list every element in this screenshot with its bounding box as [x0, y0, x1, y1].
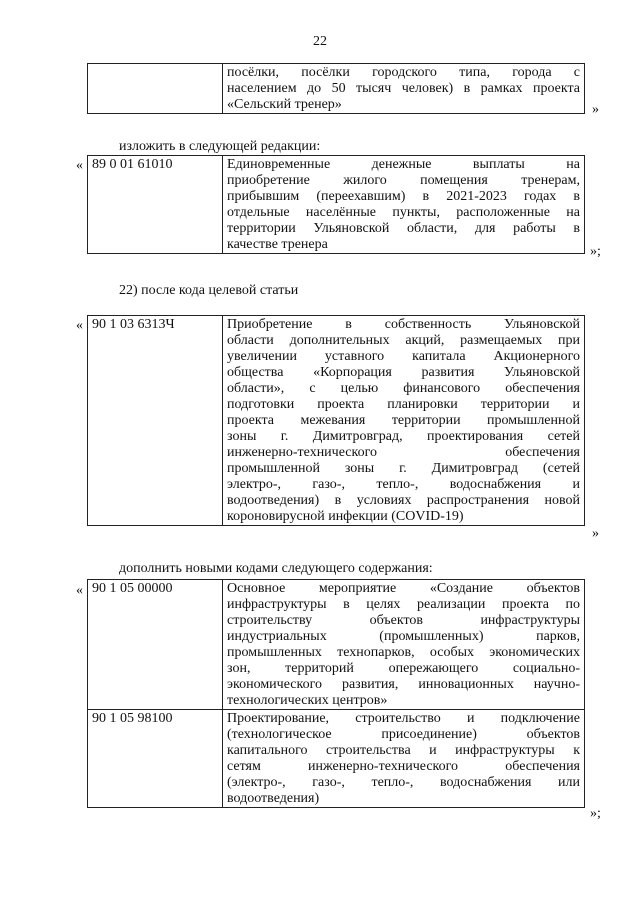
page-number: 22 [313, 34, 327, 49]
code-cell [88, 64, 223, 114]
code-cell: 90 1 03 6313Ч [88, 316, 223, 526]
description-line: (технологическое присоединение) объектов [227, 727, 580, 742]
description-line: приобретение жилого помещения тренерам, [227, 173, 580, 188]
description-line: сетям инженерно-технического обеспечения [227, 759, 580, 774]
description-cell [223, 580, 585, 710]
description-cell [223, 710, 585, 808]
table-row [88, 710, 585, 808]
description-line: капитального строительства и инфраструктуры к [227, 743, 580, 758]
description-line: области», с целью финансового обеспечения [227, 381, 580, 396]
table-row [88, 64, 585, 114]
closing-quote: » [592, 102, 599, 117]
description-line: Основное мероприятие «Создание объектов [227, 581, 580, 596]
table-row [88, 156, 585, 254]
closing-quote: »; [590, 806, 601, 821]
description-line: водоотведения) [227, 791, 320, 806]
budget-table-3 [87, 315, 585, 526]
description-line: строительству объектов инфраструктуры [227, 613, 580, 628]
description-line: увеличении уставного капитала Акционерного [227, 349, 580, 364]
paragraph-add-intro: дополнить новыми кодами следующего содержания: [119, 561, 433, 576]
description-cell [223, 316, 585, 526]
description-line: «Сельский тренер» [227, 97, 342, 112]
description-line: общества «Корпорация развития Ульяновской [227, 365, 580, 380]
code-cell: 89 0 01 61010 [88, 156, 223, 254]
description-line: промышленных технопарков, особых экономических [227, 645, 580, 660]
description-line: территории Ульяновской области, для работы в [227, 221, 580, 236]
description-line: Проектирование, строительство и подключение [227, 711, 580, 726]
description-line: зон, территорий опережающего социально- [227, 661, 580, 676]
description-line: инфраструктуры в целях реализации проекта по [227, 597, 580, 612]
description-line: отдельные населённые пункты, расположенные на [227, 205, 580, 220]
description-line: населением до 50 тысяч человек) в рамках проекта [227, 81, 580, 96]
budget-table-4 [87, 579, 585, 808]
description-cell [223, 64, 585, 114]
description-line: посёлки, посёлки городского типа, города с [227, 65, 580, 80]
description-line: Единовременные денежные выплаты на [227, 157, 580, 172]
description-line: (электро-, газо-, тепло-, водоснабжения или [227, 775, 580, 790]
description-line: электро-, газо-, тепло-, водоснабжения и [227, 477, 580, 492]
description-line: Приобретение в собственность Ульяновской [227, 317, 580, 332]
description-cell [223, 156, 585, 254]
description-line: области дополнительных акций, размещаемых при [227, 333, 580, 348]
description-line: водоотведения) в условиях распространения новой [227, 493, 580, 508]
description-line: технологических центров» [227, 693, 388, 708]
description-line: проекта межевания территории промышленной [227, 413, 580, 428]
description-line: короновирусной инфекции (COVID-19) [227, 509, 464, 524]
table-row [88, 580, 585, 710]
description-line: подготовки проекта планировки территории и [227, 397, 580, 412]
code-cell: 90 1 05 00000 [88, 580, 223, 710]
budget-table-1 [87, 63, 585, 114]
table-row [88, 316, 585, 526]
budget-table-2 [87, 155, 585, 254]
opening-quote: « [76, 158, 83, 173]
closing-quote: »; [590, 244, 601, 259]
description-line: качестве тренера [227, 237, 328, 252]
code-cell: 90 1 05 98100 [88, 710, 223, 808]
description-line: зоны г. Димитровград, проектирования сетей [227, 429, 580, 444]
paragraph-edit-intro: изложить в следующей редакции: [119, 139, 321, 154]
closing-quote: » [592, 526, 599, 541]
opening-quote: « [76, 583, 83, 598]
description-line: промышленной зоны г. Димитровград (сетей [227, 461, 580, 476]
opening-quote: « [76, 318, 83, 333]
description-line: прибывшим (переехавшим) в 2021-2023 годах в [227, 189, 580, 204]
description-line: индустриальных (промышленных) парков, [227, 629, 580, 644]
description-line: экономического развития, инновационных научно- [227, 677, 580, 692]
paragraph-item-22: 22) после кода целевой статьи [119, 283, 299, 298]
description-line: инженерно-технического обеспечения [227, 445, 580, 460]
